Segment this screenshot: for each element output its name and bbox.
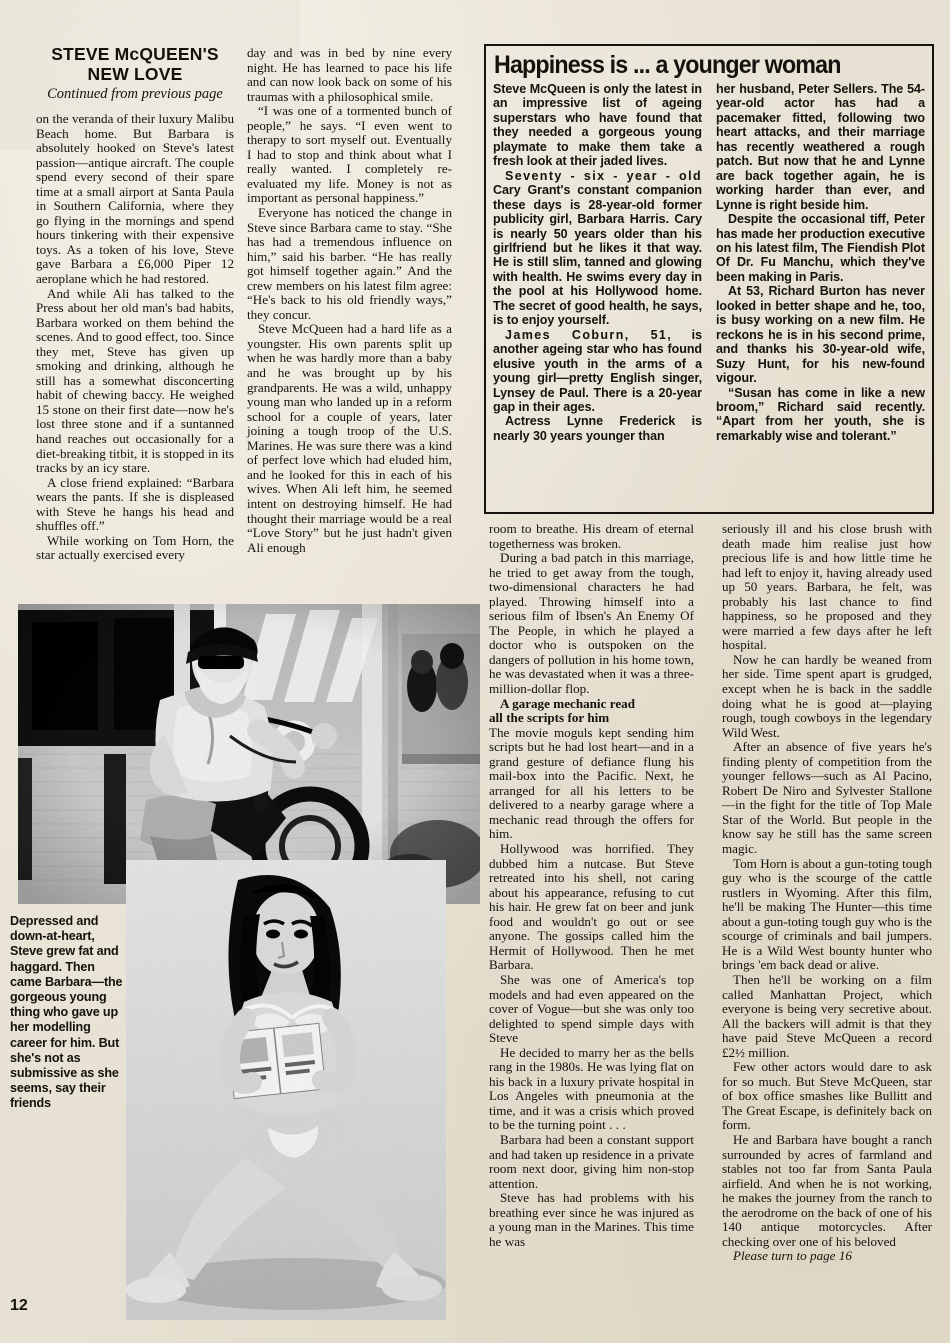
photo-barbara-in-bikini <box>126 860 446 1320</box>
paragraph: Steve McQueen had a hard life as a youngster. His own parents split up when he was hardly more than a baby and he was brought up by his grandparents. He was a wild, unhappy young man who landed up in a reform school for a couple of years, later joining a tough troop of the U.S. Marines. He was sure there was a kind of perfect love which had eluded him, and he looked for this in each of his wives. When Ali left him, he seemed intent on destroying himself. He had thought their marriage would be a real “Love Story” but he just hadn't given Ali enough <box>247 321 452 555</box>
paragraph: Steve has had problems with his breathing ever since he was injured as a young man in the Marines. This time he was <box>489 1190 694 1249</box>
photo-caption: Depressed and down-at-heart, Steve grew fat and haggard. Then came Barbara—the gorgeous young thing who gave up her modelling career for him. But she's not as submissive as she seems, say their friends <box>10 914 123 1111</box>
section-subhead-line1: A garage mechanic read <box>500 695 635 711</box>
paragraph: “I was one of a tormented bunch of people,” he says. “I even went to therapy to sort myself out. Eventually I had to stop and think about what I really wanted. I completely re-evaluated my life. Money is not as important as personal happiness.” <box>247 103 452 206</box>
paragraph: on the veranda of their luxury Malibu Beach home. But Barbara is absolutely hooked on Steve's latest passion—antique aircraft. The couple spend every second of their spare time at a small airport at Santa Paula in Southern California, where they go flying in the mornings and spend hours tinkering with their expensive toys. As a token of his love, Steve gave Barbara a £6,000 Piper 12 aeroplane which he had restored. <box>36 111 234 287</box>
section-subhead-line2: all the scripts for him <box>489 710 610 726</box>
paragraph: room to breathe. His dream of eternal togetherness was broken. <box>489 521 694 551</box>
paragraph: Then he'll be working on a film called Manhattan Project, which everyone is being very secretive about. All the backers will admit is that they have paid Steve McQueen a record £2½ million. <box>722 971 932 1060</box>
paragraph: The movie moguls kept sending him scripts but he had lost heart—and in a grand gesture of defiance flung his mail-box into the Pacific. Next, he arranged for all his letters to be delivered to a nearby garage where a mechanic read through the offers for him. <box>489 724 694 842</box>
paragraph: “Susan has come in like a new broom,” Richard said recently. “Apart from her youth, she is remarkably wise and tolerant.” <box>716 385 925 443</box>
page-title <box>36 44 234 84</box>
paragraph: Barbara had been a constant support and had taken up residence in a private room next door, giving him non-stop attention. <box>489 1131 694 1191</box>
paragraph: He decided to marry her as the bells rang in the 1980s. He was lying flat on his back in a luxury private hospital in Los Angeles with pneumonia at the time, and it was a crisis which proved to be the turning point . . . <box>489 1044 694 1133</box>
paragraph: Steve McQueen is only the latest in an impressive list of ageing superstars who have found that they needed a gorgeous young playmate to make them take a fresh look at their jaded lives. <box>493 82 702 169</box>
paragraph: James Coburn, 51, is another ageing star who has found elusive youth in the arms of a young girl—pretty English singer, Lynsey de Paul. There is a 20-year gap in their ages. <box>493 327 703 414</box>
sidebar-box-happiness <box>484 44 934 514</box>
sidebar-box-headline: Happiness is ... a younger woman <box>494 51 841 79</box>
paragraph: Everyone has noticed the change in Steve since Barbara came to stay. “She has had a tremendous influence on him,” said his barber. “He has really got himself together again.” And the crew members on his latest film agree: “He's back to his old friendly ways,” they concur. <box>247 205 452 322</box>
page-number: 12 <box>10 1297 28 1314</box>
sidebar-box-column-left <box>493 82 702 443</box>
continued-from-line: Continued from previous page <box>47 86 223 102</box>
turn-to-page-line: Please turn to page 16 <box>733 1248 852 1264</box>
paragraph: seriously ill and his close brush with death made him realise just how precious life is and how little time he had left to enjoy it, having already used up 50 years. Barbara, he felt, was probably his last chance to find happiness, so he proposed and they were married a few days after he left hospital. <box>722 521 932 653</box>
paragraph: He and Barbara have bought a ranch surrounded by acres of farmland and stables not too far from Santa Paula airfield. And when he is not working, he makes the journey from the ranch to the aerodrome on the back of one of his 140 antique motorcycles. After checking over one of his beloved <box>722 1131 932 1249</box>
paragraph: At 53, Richard Burton has never looked in better shape and he, too, is busy working on a new film. He reckons he is in his second prime, and thanks his 30-year-old wife, Suzy Hunt, for his new-found vigour. <box>716 284 925 386</box>
paragraph: During a bad patch in this marriage, he tried to get away from the tough, two-dimensional characters he had played. Throwing himself into a serious film of Ibsen's An Enemy Of The People, in which he played a doctor who is outspoken on the dangers of pollution in his home town, he was devastated when it was a three-million-dollar flop. <box>489 550 694 697</box>
article-column-4 <box>722 522 932 1264</box>
article-column-1 <box>36 112 234 563</box>
paragraph: her husband, Peter Sellers. The 54-year-old actor has had a pacemaker fitted, following two heart attacks, and their marriage has recently weathered a rough patch. But now that he and Lynne are back together again, he is working harder than ever, and Lynne is right beside him. <box>716 82 925 212</box>
paragraph: While working on Tom Horn, the star actually exercised every <box>36 532 234 563</box>
paragraph: A close friend explained: “Barbara wears the pants. If she is displeased with Steve he hangs his head and shuffles off.” <box>36 474 234 534</box>
article-column-3 <box>489 522 694 1249</box>
photo-steve-on-motorcycle <box>18 604 480 904</box>
paragraph: After an absence of five years he's finding plenty of competition from the younger fellows—such as Al Pacino, Robert De Niro and Sylvester Stallone—in the fight for the title of Top Male Star of the World. But people in the know say he still has the same screen magic. <box>722 739 932 857</box>
paragraph: And while Ali has talked to the Press about her old man's bad habits, Barbara worked on them behind the scenes. And to good effect, too. Since they met, Steve has given up smoking and drinking, although he still has a somewhat disconcerting habit of chewing baccy. He weighed 15 stone on their first date—now he's lost three stone and if a suntanned hand reaches out occasionally for a diet-breaking titbit, it is stopped in its tracks by an icy stare. <box>36 285 234 476</box>
paragraph: Tom Horn is about a gun-toting tough guy who is the scourge of the cattle rustlers in Wyoming. After this film, he'll be making The Hunter—this time about a gun-toting tough guy who is the scourge of criminals and bail jumpers. He is a Wild West bounty hunter who brings 'em back dead or alive. <box>722 855 932 973</box>
paragraph: Despite the occasional tiff, Peter has made her production executive on his latest film, The Fiendish Plot Of Dr. Fu Manchu, which they've been making in Paris. <box>716 212 925 284</box>
paragraph: Seventy - six - year - old Cary Grant's constant companion these days is 28-year-old former publicity girl, Barbara Harris. Cary is nearly 50 years older than his girlfriend but he likes it that way. He is still slim, tanned and glowing with health. He swims every day in the pool at his Hollywood home. The secret of good health, he says, is to enjoy yourself. <box>493 168 702 328</box>
sidebar-box-column-right <box>716 82 925 443</box>
page-title-line1: STEVE McQUEEN'S <box>51 44 219 64</box>
paragraph: She was one of America's top models and had even appeared on the cover of Vogue—but she was only too delighted to spend simple days with Steve <box>489 971 694 1046</box>
page-title-line2: NEW LOVE <box>87 64 183 84</box>
paragraph: day and was in bed by nine every night. He has learned to pace his life and can now look back on some of his traumas with a philosophical smile. <box>247 45 452 104</box>
paragraph: Actress Lynne Frederick is nearly 30 years younger than <box>493 414 702 443</box>
paragraph: Hollywood was horrified. They dubbed him a nutcase. But Steve retreated into his shell, not caring about his appearance, refusing to cut his hair. He grew fat on beer and junk food and wouldn't go out or see anyone. The gossips called him the Hermit of Hollywood. Then he met Barbara. <box>489 841 694 973</box>
article-column-2 <box>247 46 452 555</box>
section-subhead <box>489 697 694 726</box>
paragraph: Now he can hardly be weaned from her side. Time spent apart is grudged, except when he is back in the saddle doing what he is good at—playing rough, tough cowboys in the legendary Wild West. <box>722 651 932 740</box>
paragraph: Few other actors would dare to ask for so much. But Steve McQueen, star of box office smashes like Bullitt and The Great Escape, is definitely back on form. <box>722 1059 932 1133</box>
